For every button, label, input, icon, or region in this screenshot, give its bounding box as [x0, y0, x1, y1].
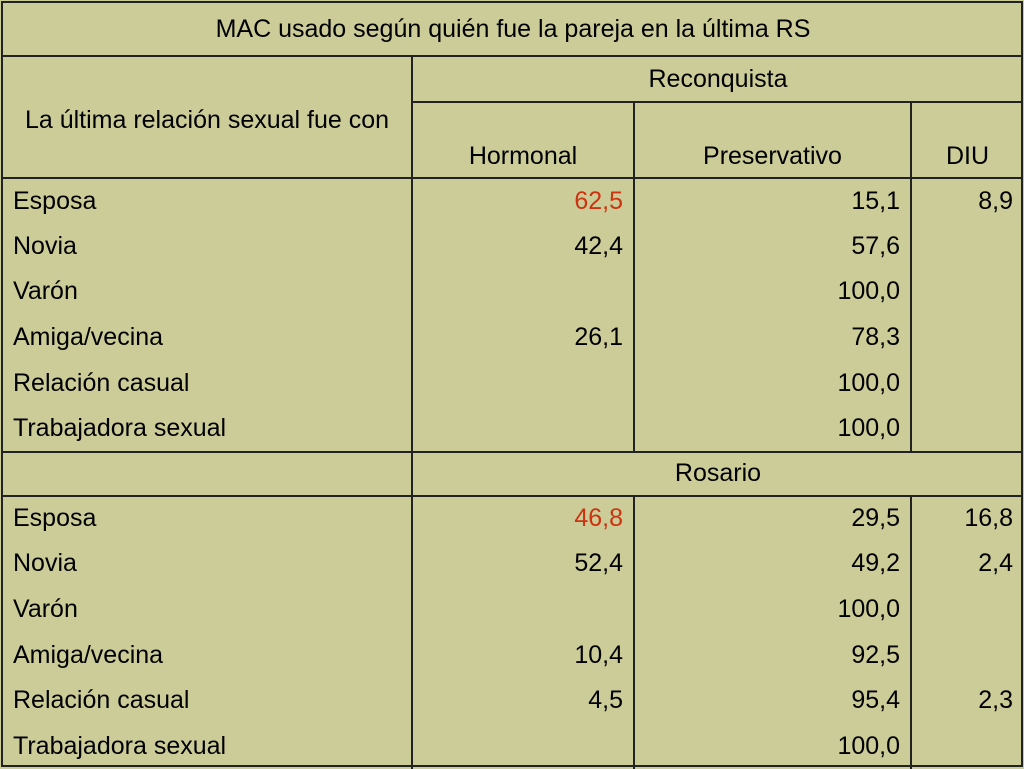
- table-row: [3, 587, 1023, 633]
- table-row: [3, 406, 1023, 452]
- row-label: Amiga/vecina: [13, 640, 164, 669]
- cell-diu: 16,8: [911, 496, 1023, 542]
- cell-hormonal: 46,8: [412, 496, 634, 542]
- cell-preservativo: 15,1: [634, 178, 911, 224]
- cell-diu: [911, 269, 1023, 315]
- cell-hormonal: 52,4: [412, 541, 634, 587]
- cell-preservativo: 78,3: [634, 315, 911, 361]
- cell-preservativo: 95,4: [634, 678, 911, 724]
- table-title: MAC usado según quién fue la pareja en la última RS: [3, 3, 1023, 56]
- title-row: [3, 3, 1023, 56]
- cell-preservativo: 100,0: [634, 269, 911, 315]
- table-row: [3, 678, 1023, 724]
- row-label: Relación casual: [13, 368, 190, 397]
- table-row: [3, 496, 1023, 542]
- table-frame: [1, 1, 1023, 767]
- column-header-hormonal: Hormonal: [412, 102, 634, 178]
- cell-preservativo: 92,5: [634, 632, 911, 678]
- cell-diu: 2,4: [911, 541, 1023, 587]
- group-header-reconquista: Reconquista: [412, 56, 1023, 102]
- cell-hormonal: 4,5: [412, 678, 634, 724]
- cell-preservativo: 57,6: [634, 224, 911, 270]
- cell-diu: 2,3: [911, 678, 1023, 724]
- cell-preservativo: 29,5: [634, 496, 911, 542]
- row-label: Varón: [13, 595, 78, 624]
- group-header-row-reconquista: [3, 56, 1023, 102]
- table-row: [3, 224, 1023, 270]
- row-label: Esposa: [13, 504, 97, 533]
- row-label: Amiga/vecina: [13, 323, 164, 352]
- table-row: [3, 360, 1023, 406]
- cell-preservativo: 100,0: [634, 587, 911, 633]
- cell-preservativo: 49,2: [634, 541, 911, 587]
- cell-diu: [911, 224, 1023, 270]
- table-row: [3, 178, 1023, 224]
- cell-hormonal: [412, 587, 634, 633]
- column-header-preservativo: Preservativo: [634, 102, 911, 178]
- row-label: Varón: [13, 277, 78, 306]
- cell-diu: [911, 632, 1023, 678]
- table-row: [3, 724, 1023, 769]
- cell-preservativo: 100,0: [634, 406, 911, 452]
- column-header-diu: DIU: [911, 102, 1023, 178]
- row-label: Esposa: [13, 186, 97, 215]
- table-row: [3, 632, 1023, 678]
- row-label: Novia: [13, 549, 77, 578]
- empty-cell: [3, 452, 412, 496]
- cell-hormonal: 42,4: [412, 224, 634, 270]
- table-row: [3, 541, 1023, 587]
- row-label: Trabajadora sexual: [13, 731, 227, 760]
- row-label: Relación casual: [13, 686, 190, 715]
- cell-diu: [911, 315, 1023, 361]
- cell-hormonal: [412, 269, 634, 315]
- group-header-row-rosario: [3, 452, 1023, 496]
- data-table: [3, 3, 1023, 769]
- cell-preservativo: 100,0: [634, 360, 911, 406]
- cell-diu: 8,9: [911, 178, 1023, 224]
- cell-hormonal: [412, 406, 634, 452]
- cell-hormonal: 62,5: [412, 178, 634, 224]
- cell-hormonal: 10,4: [412, 632, 634, 678]
- row-label: Novia: [13, 231, 77, 260]
- cell-diu: [911, 587, 1023, 633]
- cell-hormonal: [412, 360, 634, 406]
- cell-hormonal: 26,1: [412, 315, 634, 361]
- row-label-header: La última relación sexual fue con: [3, 56, 412, 178]
- table-row: [3, 315, 1023, 361]
- cell-hormonal: [412, 724, 634, 769]
- cell-diu: [911, 360, 1023, 406]
- cell-preservativo: 100,0: [634, 724, 911, 769]
- cell-diu: [911, 406, 1023, 452]
- table-row: [3, 269, 1023, 315]
- group-header-rosario: Rosario: [412, 452, 1023, 496]
- row-label: Trabajadora sexual: [13, 413, 227, 442]
- cell-diu: [911, 724, 1023, 769]
